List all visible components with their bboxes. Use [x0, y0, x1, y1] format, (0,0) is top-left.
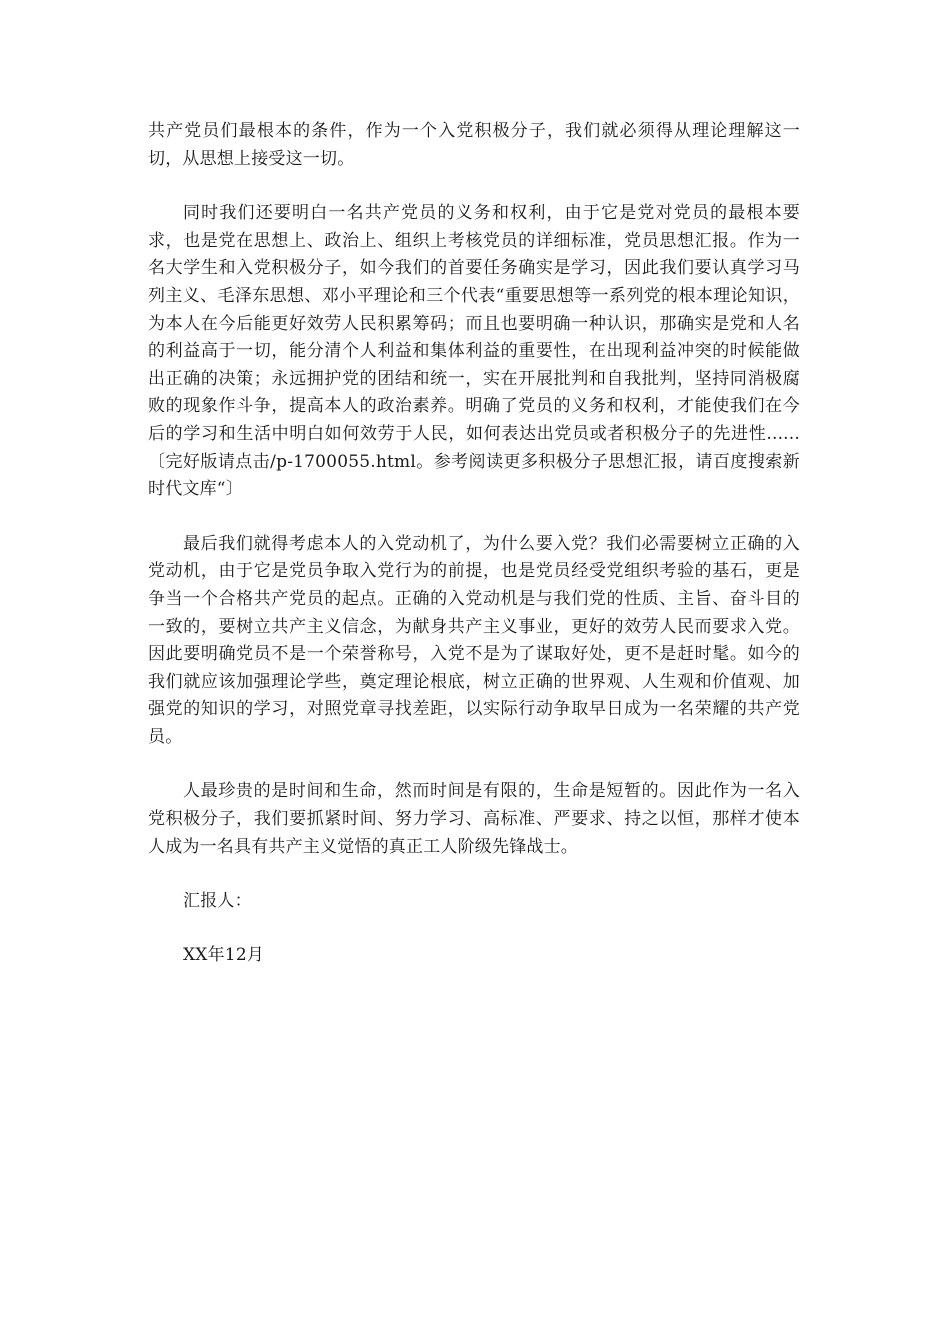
paragraph-conclusion: 人最珍贵的是时间和生命，然而时间是有限的，生命是短暂的。因此作为一名入党积极分子，我们要抓紧时间、努力学习、高标准、严要求、持之以恒，那样才使本人成为一名具有共产主义觉悟的真正工人阶级先锋战士。	[148, 781, 800, 857]
document-page	[148, 118, 800, 995]
paragraph-continuation: 共产党员们最根本的条件，作为一个入党积极分子，我们就必须得从理论理解这一切，从思想上接受这一切。	[148, 121, 800, 169]
paragraph-duties-rights: 同时我们还要明白一名共产党员的义务和权利，由于它是党对党员的最根本要求，也是党在思想上、政治上、组织上考核党员的详细标准，党员思想汇报。作为一名大学生和入党积极分子，如今我们的首要任务确实是学习，因此我们要认真学习马列主义、毛泽东思想、邓小平理论和三个代表“重要思想等一系列党的根本理论知识，为本人在今后能更好效劳人民积累筹码；而且也要明确一种认识，那确实是党和人名的利益高于一切，能分清个人利益和集体利益的重要性，在出现利益冲突的时候能做出正确的决策；永远拥护党的团结和统一，实在开展批判和自我批判，坚持同消极腐败的现象作斗争，提高本人的政治素养。明确了党员的义务和权利，才能使我们在今后的学习和生活中明白如何效劳于人民，如何表达出党员或者积极分子的先进性......〔完好版请点击/p-1700055.html。参考阅读更多积极分子思想汇报，请百度搜索新时代文库“〕	[148, 203, 800, 500]
paragraph-motivation: 最后我们就得考虑本人的入党动机了，为什么要入党？我们必需要树立正确的入党动机，由于它是党员争取入党行为的前提，也是党员经受党组织考验的基石，更是争当一个合格共产党员的起点。正确的入党动机是与我们党的性质、主旨、奋斗目的一致的，要树立共产主义信念，为献身共产主义事业，更好的效劳人民而要求入党。因此要明确党员不是一个荣誉称号，入党不是为了谋取好处，更不是赶时髦。如今的我们就应该加强理论学些，奠定理论根底，树立正确的世界观、人生观和价值观、加强党的知识的学习，对照党章寻找差距，以实际行动争取早日成为一名荣耀的共产党员。	[148, 533, 800, 747]
report-date: XX年12月	[183, 944, 265, 965]
reporter-signature: 汇报人：	[183, 891, 252, 912]
